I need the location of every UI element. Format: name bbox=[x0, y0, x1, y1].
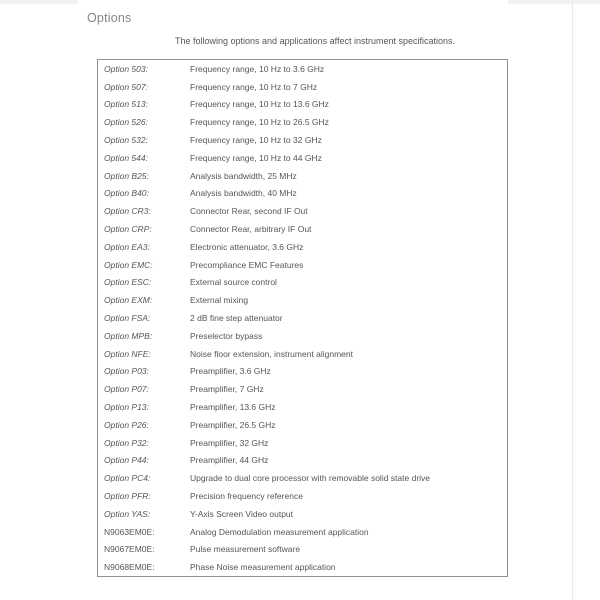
option-description: Frequency range, 10 Hz to 7 GHz bbox=[190, 81, 318, 92]
table-row bbox=[98, 274, 507, 292]
option-code: Option P44: bbox=[104, 455, 149, 466]
option-code: Option B40: bbox=[104, 188, 149, 199]
table-row bbox=[98, 558, 507, 576]
option-code: Option P13: bbox=[104, 402, 149, 413]
table-row bbox=[98, 256, 507, 274]
table-row bbox=[98, 345, 507, 363]
option-description: Preamplifier, 3.6 GHz bbox=[190, 366, 271, 377]
option-description: Precompliance EMC Features bbox=[190, 259, 304, 270]
option-code: Option 507: bbox=[104, 81, 148, 92]
table-row bbox=[98, 452, 507, 470]
option-description: Frequency range, 10 Hz to 32 GHz bbox=[190, 135, 322, 146]
top-edge-shading-right bbox=[508, 0, 600, 4]
option-description: Connector Rear, arbitrary IF Out bbox=[190, 224, 312, 235]
table-row bbox=[98, 434, 507, 452]
option-description: Frequency range, 10 Hz to 13.6 GHz bbox=[190, 99, 329, 110]
option-code: Option 503: bbox=[104, 63, 148, 74]
table-row bbox=[98, 309, 507, 327]
option-code: Option PC4: bbox=[104, 473, 151, 484]
option-description: Electronic attenuator, 3.6 GHz bbox=[190, 241, 304, 252]
option-code: Option EA3: bbox=[104, 241, 150, 252]
option-code: Option NFE: bbox=[104, 348, 151, 359]
option-description: Phase Noise measurement application bbox=[190, 562, 336, 573]
option-code: Option FSA: bbox=[104, 313, 151, 324]
table-row bbox=[98, 327, 507, 345]
option-description: Pulse measurement software bbox=[190, 544, 301, 555]
option-description: External source control bbox=[190, 277, 277, 288]
table-row bbox=[98, 363, 507, 381]
option-description: Frequency range, 10 Hz to 3.6 GHz bbox=[190, 63, 325, 74]
option-description: Y-Axis Screen Video output bbox=[190, 508, 294, 519]
table-row bbox=[98, 60, 507, 78]
page-edge-line bbox=[572, 0, 573, 600]
option-description: Analysis bandwidth, 25 MHz bbox=[190, 170, 297, 181]
option-code: Option 532: bbox=[104, 135, 148, 146]
option-description: Precision frequency reference bbox=[190, 491, 303, 502]
table-row bbox=[98, 113, 507, 131]
option-code: Option MPB: bbox=[104, 330, 153, 341]
table-row bbox=[98, 398, 507, 416]
option-code: Option YAS: bbox=[104, 508, 151, 519]
option-code: Option EXM: bbox=[104, 295, 153, 306]
table-row bbox=[98, 220, 507, 238]
option-code: Option P32: bbox=[104, 437, 149, 448]
table-row bbox=[98, 131, 507, 149]
option-code: Option B25: bbox=[104, 170, 149, 181]
table-row bbox=[98, 167, 507, 185]
option-code: Option CR3: bbox=[104, 206, 151, 217]
top-edge-shading-left bbox=[0, 0, 78, 4]
option-description: Preamplifier, 44 GHz bbox=[190, 455, 269, 466]
table-row bbox=[98, 416, 507, 434]
option-description: Noise floor extension, instrument alignment bbox=[190, 348, 353, 359]
option-code: Option EMC: bbox=[104, 259, 153, 270]
table-row bbox=[98, 185, 507, 203]
table-row bbox=[98, 523, 507, 541]
option-code: Option CRP: bbox=[104, 224, 152, 235]
option-description: Preamplifier, 26.5 GHz bbox=[190, 419, 276, 430]
option-description: Preselector bypass bbox=[190, 330, 263, 341]
table-row bbox=[98, 487, 507, 505]
table-row bbox=[98, 202, 507, 220]
page-title: Options bbox=[87, 11, 132, 25]
table-row bbox=[98, 469, 507, 487]
option-code: Option PFR: bbox=[104, 491, 151, 502]
intro-text: The following options and applications affect instrument specifications. bbox=[175, 36, 455, 46]
option-description: Analog Demodulation measurement application bbox=[190, 526, 369, 537]
option-description: External mixing bbox=[190, 295, 249, 306]
options-table bbox=[97, 59, 508, 577]
option-description: 2 dB fine step attenuator bbox=[190, 313, 283, 324]
option-description: Preamplifier, 13.6 GHz bbox=[190, 402, 276, 413]
table-row bbox=[98, 291, 507, 309]
option-code: Option P03: bbox=[104, 366, 149, 377]
option-code: Option P26: bbox=[104, 419, 149, 430]
table-row bbox=[98, 238, 507, 256]
table-row bbox=[98, 505, 507, 523]
table-row bbox=[98, 541, 507, 559]
option-code: N9063EM0E: bbox=[104, 526, 155, 537]
option-code: Option 544: bbox=[104, 152, 148, 163]
option-description: Preamplifier, 7 GHz bbox=[190, 384, 264, 395]
option-code: Option ESC: bbox=[104, 277, 152, 288]
option-code: N9067EM0E: bbox=[104, 544, 155, 555]
option-description: Frequency range, 10 Hz to 26.5 GHz bbox=[190, 117, 329, 128]
table-row bbox=[98, 96, 507, 114]
option-code: N9068EM0E: bbox=[104, 562, 155, 573]
table-row bbox=[98, 149, 507, 167]
option-description: Connector Rear, second IF Out bbox=[190, 206, 308, 217]
option-code: Option 513: bbox=[104, 99, 148, 110]
option-code: Option P07: bbox=[104, 384, 149, 395]
option-description: Upgrade to dual core processor with removable solid state drive bbox=[190, 473, 431, 484]
table-row bbox=[98, 380, 507, 398]
table-row bbox=[98, 78, 507, 96]
option-description: Preamplifier, 32 GHz bbox=[190, 437, 269, 448]
option-description: Analysis bandwidth, 40 MHz bbox=[190, 188, 297, 199]
option-description: Frequency range, 10 Hz to 44 GHz bbox=[190, 152, 322, 163]
option-code: Option 526: bbox=[104, 117, 148, 128]
